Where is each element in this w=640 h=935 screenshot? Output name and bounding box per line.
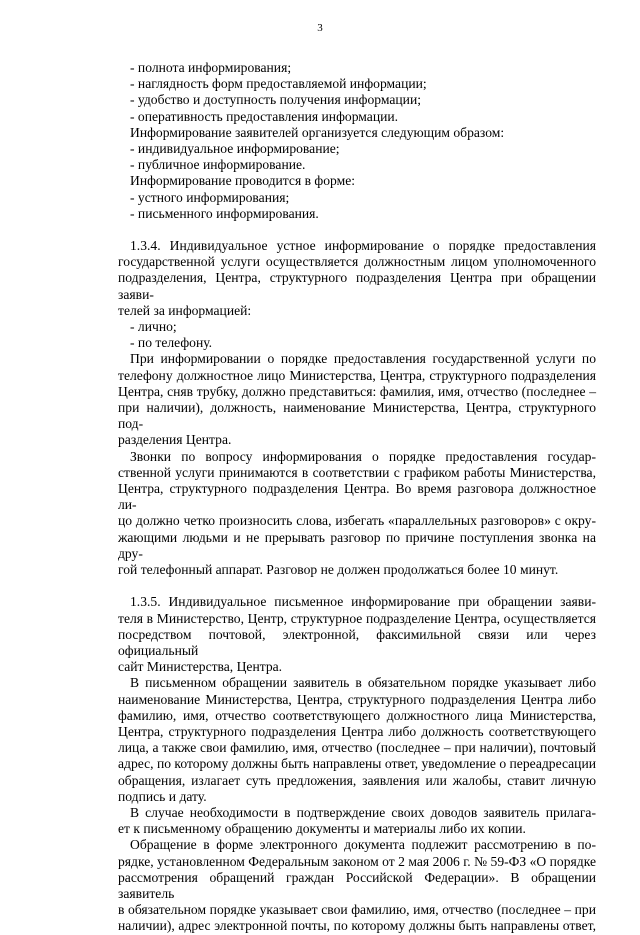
text-line: Информирование проводится в форме: bbox=[130, 173, 356, 189]
text-line: В письменном обращении заявитель в обязательном порядке указывает либо bbox=[130, 675, 596, 691]
text-line: При информировании о порядке предоставления государственной услуги по bbox=[130, 351, 596, 367]
text-line: - наглядность форм предоставляемой информации; bbox=[130, 76, 427, 92]
text-line: подпись и дату. bbox=[118, 788, 207, 804]
text-line: разделения Центра. bbox=[118, 432, 232, 448]
text-line: Центра, структурного подразделения Центра. Во время разговора должностное ли- bbox=[118, 481, 596, 513]
text-line: - лично; bbox=[130, 319, 177, 335]
text-line: рядке, установленном Федеральным законом от 2 мая 2006 г. № 59-ФЗ «О порядке bbox=[118, 853, 596, 869]
text-line: подразделения, Центра, структурного подразделения Центра при обращении заяви- bbox=[118, 270, 596, 302]
text-line: цо должно четко произносить слова, избегать «параллельных разговоров» с окру- bbox=[118, 513, 596, 529]
text-line: сайт Министерства, Центра. bbox=[118, 659, 283, 675]
text-line: - устного информирования; bbox=[130, 189, 290, 205]
text-line: рассмотрения обращений граждан Российской Федерации». В обращении заявитель bbox=[118, 869, 596, 901]
text-line: в обязательном порядке указывает свои фамилию, имя, отчество (последнее – при bbox=[118, 902, 596, 918]
text-line: 1.3.4. Индивидуальное устное информирование о порядке предоставления bbox=[130, 238, 596, 254]
text-line: лица, а также свои фамилию, имя, отчество (последнее – при наличии), почтовый bbox=[118, 740, 596, 756]
text-line: - письменного информирования. bbox=[130, 205, 319, 221]
text-line: 1.3.5. Индивидуальное письменное информирование при обращении заяви- bbox=[130, 594, 596, 610]
paragraph-gap bbox=[118, 578, 596, 594]
text-line: Обращение в форме электронного документа подлежит рассмотрению в по- bbox=[130, 837, 596, 853]
text-line: ственной услуги принимаются в соответствии с графиком работы Министерства, bbox=[118, 464, 596, 480]
text-line: государственной услуги осуществляется должностным лицом уполномоченного bbox=[118, 254, 596, 270]
text-line: Центра, сняв трубку, должно представиться: фамилия, имя, отчество (последнее – bbox=[118, 383, 596, 399]
text-line: - удобство и доступность получения информации; bbox=[130, 92, 421, 108]
text-line: наименование Министерства, Центра, структурного подразделения Центра либо bbox=[118, 691, 596, 707]
text-line: при наличии), должность, наименование Министерства, Центра, структурного под- bbox=[118, 400, 596, 432]
text-line: - индивидуальное информирование; bbox=[130, 141, 340, 157]
text-line: посредством почтовой, электронной, факсимильной связи или через официальный bbox=[118, 626, 596, 658]
text-line: В случае необходимости в подтверждение своих доводов заявитель прилага- bbox=[130, 804, 596, 820]
text-line: фамилию, имя, отчество соответствующего должностного лица Министерства, bbox=[118, 707, 596, 723]
text-line: наличии), адрес электронной почты, по которому должны быть направлены ответ, bbox=[118, 918, 596, 934]
text-line: ет к письменному обращению документы и материалы либо их копии. bbox=[118, 821, 526, 837]
text-line: - публичное информирование. bbox=[130, 157, 306, 173]
text-line: - оперативность предоставления информации. bbox=[130, 108, 399, 124]
text-line: - по телефону. bbox=[130, 335, 213, 351]
text-line: телей за информацией: bbox=[118, 302, 252, 318]
text-line: обращения, излагает суть предложения, заявления или жалобы, ставит личную bbox=[118, 772, 596, 788]
text-line: Звонки по вопросу информирования о порядке предоставления государ- bbox=[130, 448, 596, 464]
text-line: гой телефонный аппарат. Разговор не должен продолжаться более 10 минут. bbox=[118, 562, 559, 578]
text-line: Информирование заявителей организуется следующим образом: bbox=[130, 124, 505, 140]
text-line: жающими людьми и не прерывать разговор по причине поступления звонка на дру- bbox=[118, 529, 596, 561]
text-line: Центра, структурного подразделения Центра либо должность соответствующего bbox=[118, 723, 596, 739]
text-line: адрес, по которому должны быть направлены ответ, уведомление о переадресации bbox=[118, 756, 597, 772]
text-line: телефону должностное лицо Министерства, Центра, структурного подразделения bbox=[118, 367, 596, 383]
document-body bbox=[118, 60, 596, 935]
page-number: 3 bbox=[317, 22, 323, 34]
text-line: теля в Министерство, Центр, структурное подразделение Центра, осуществляется bbox=[118, 610, 596, 626]
text-line: - полнота информирования; bbox=[130, 60, 292, 75]
paragraph-gap bbox=[118, 222, 596, 238]
